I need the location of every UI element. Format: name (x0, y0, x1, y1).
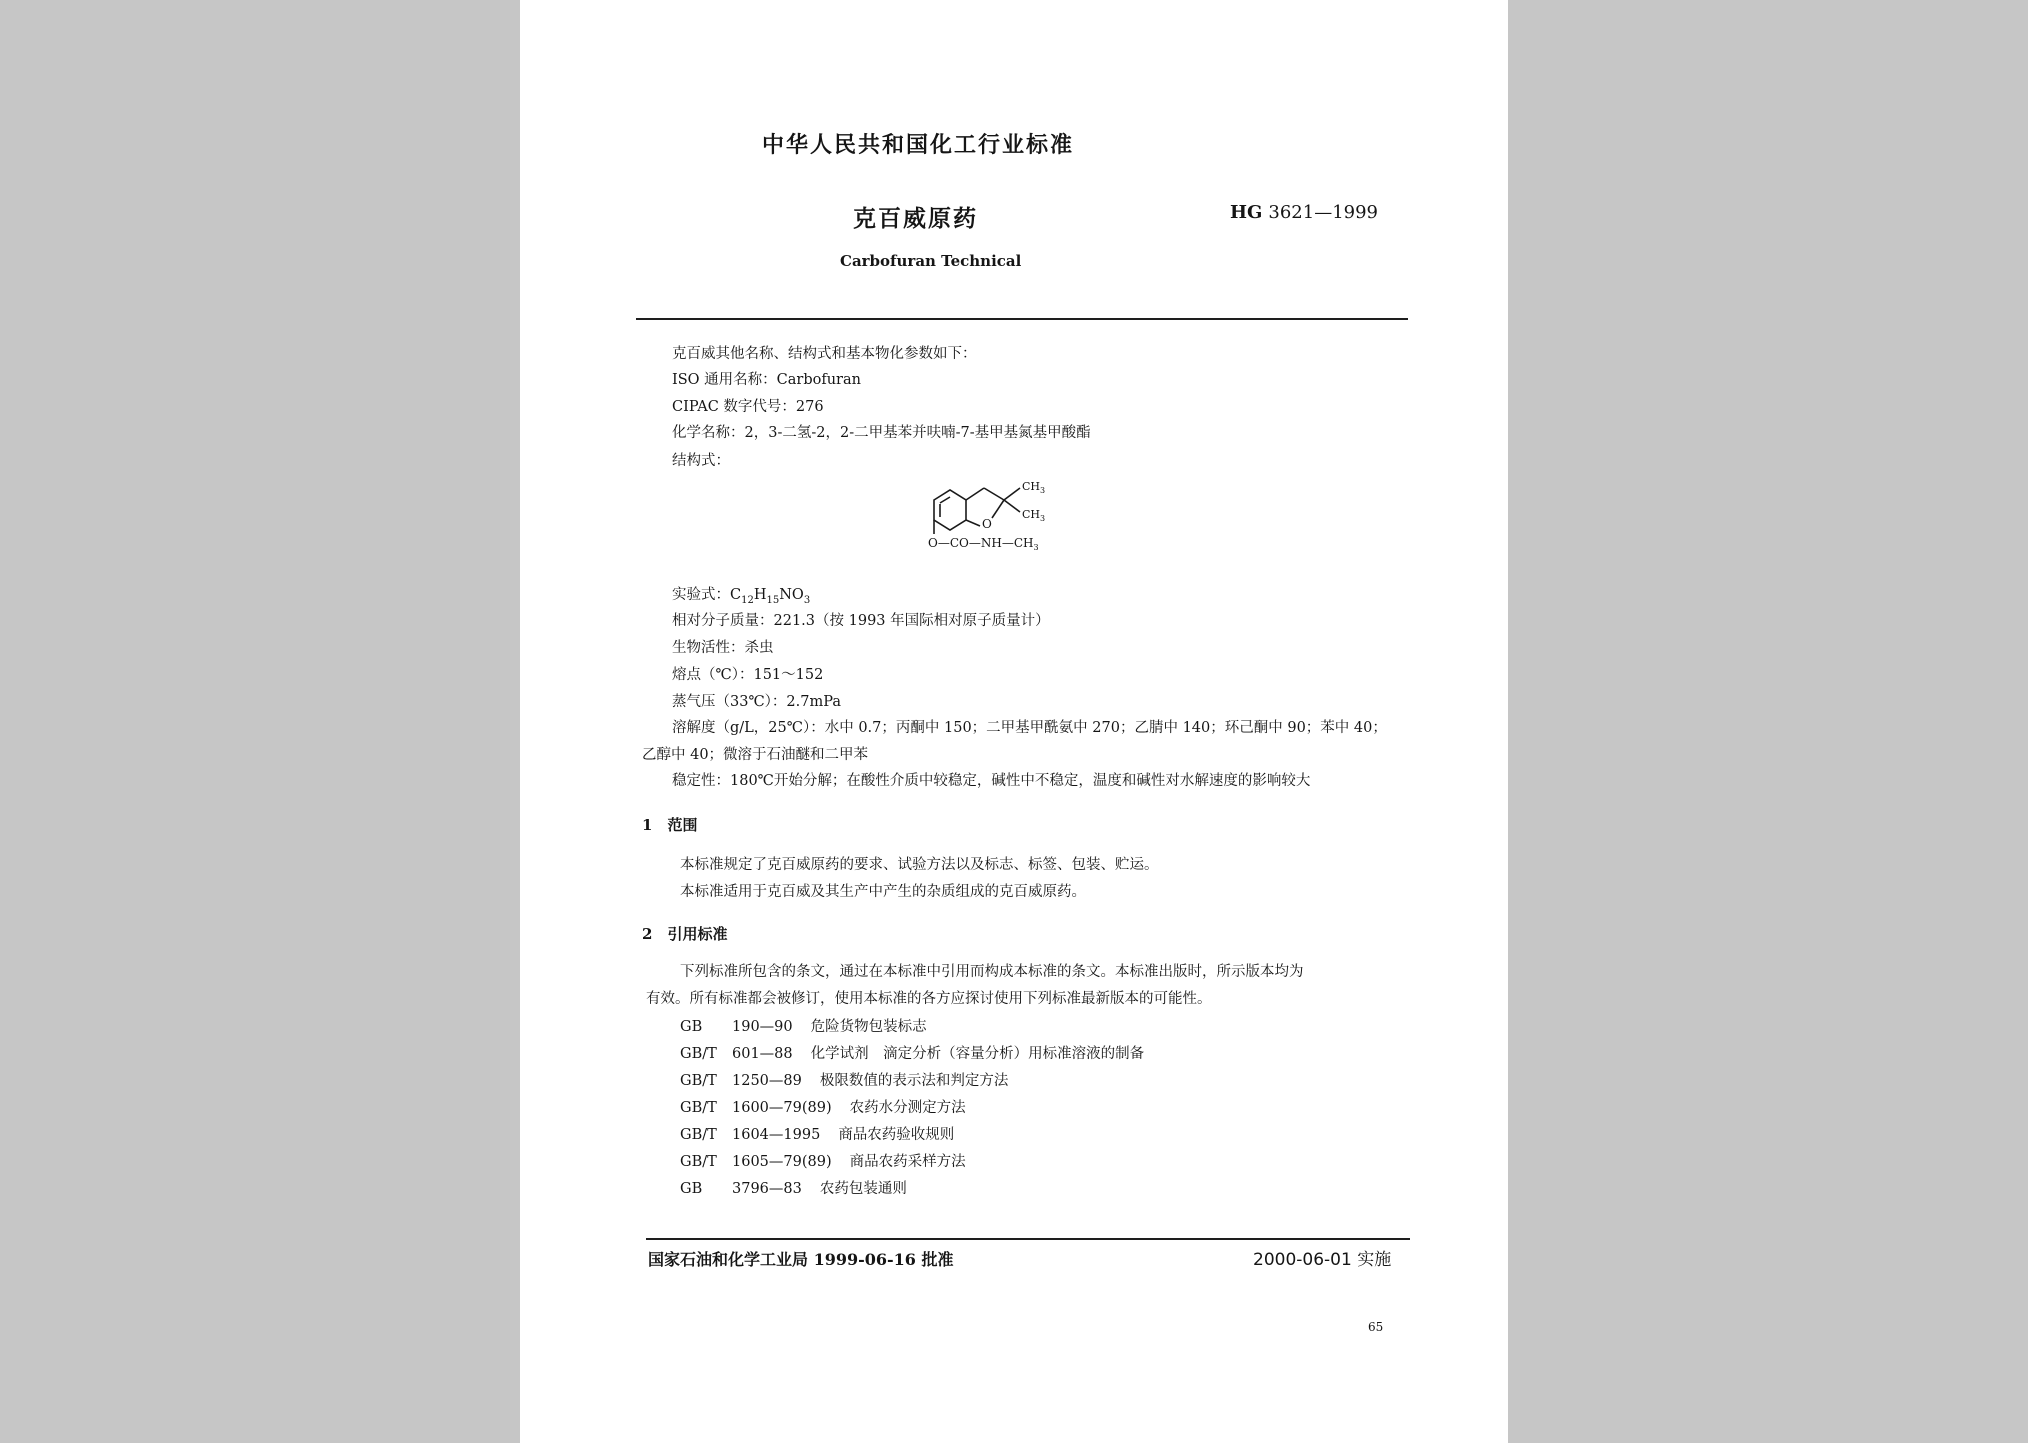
reference-title: 危险货物包装标志 (810, 1019, 927, 1035)
svg-text:CH3: $CH_3$ (1022, 480, 1046, 495)
empirical-formula: 实验式：$C_{12}H_{15}NO_3$ (672, 587, 811, 606)
standard-code (1230, 202, 1378, 223)
reference-item (680, 1150, 966, 1171)
ring-oxygen-label: O (982, 517, 992, 531)
vapor-pressure: 蒸气压（33℃）：2.7mPa (672, 694, 841, 710)
section-2-paragraph-line-1: 下列标准所包含的条文，通过在本标准中引用而构成本标准的条文。本标准出版时，所示版本均为 (680, 964, 1304, 980)
reference-prefix: GB/T (680, 1046, 717, 1062)
reference-title: 极限数值的表示法和判定方法 (819, 1073, 1009, 1089)
biological-activity: 生物活性：杀虫 (672, 640, 774, 656)
ch3-top-label: CH (1022, 480, 1041, 493)
document-page (520, 0, 1508, 1443)
intro-line: 克百威其他名称、结构式和基本物化参数如下： (672, 346, 977, 362)
solubility-line-2: 乙醇中 40；微溶于石油醚和二甲苯 (642, 747, 869, 763)
reference-number: 1250—89 (732, 1073, 802, 1089)
reference-item (680, 1177, 907, 1198)
section-2-paragraph-line-2: 有效。所有标准都会被修订，使用本标准的各方应探讨使用下列标准最新版本的可能性。 (646, 991, 1212, 1007)
reference-number: 190—90 (732, 1019, 793, 1035)
iso-name: ISO 通用名称：Carbofuran (672, 372, 861, 388)
reference-number: 1604—1995 (732, 1127, 821, 1143)
svg-text:O—CO—NH—CH3: $O—CO—NH—CH_3$ (928, 536, 1039, 552)
code-prefix: HG (1230, 202, 1263, 223)
document-title: 克百威原药 (853, 205, 978, 232)
reference-title: 商品农药验收规则 (838, 1127, 955, 1143)
effective-date: 2000-06-01 实施 (1253, 1250, 1392, 1270)
cipac-code: CIPAC 数字代号：276 (672, 399, 824, 415)
reference-prefix: GB/T (680, 1073, 717, 1089)
approval-line: 国家石油和化学工业局 1999-06-16 批准 (648, 1250, 954, 1269)
reference-title: 农药包装通则 (819, 1181, 907, 1197)
reference-item (680, 1096, 966, 1117)
section-2-heading: 2 引用标准 (642, 925, 728, 943)
structure-label: 结构式： (672, 453, 730, 469)
reference-item (680, 1015, 927, 1036)
melting-point: 熔点（℃）：151～152 (672, 667, 824, 683)
reference-prefix: GB/T (680, 1154, 717, 1170)
section-1-heading: 1 范围 (642, 816, 698, 834)
solubility-line-1: 溶解度（g/L，25℃）：水中 0.7；丙酮中 150；二甲基甲酰氨中 270；乙腈中 140；环己酮中 90；苯中 40； (672, 720, 1387, 736)
reference-number: 3796—83 (732, 1181, 802, 1197)
reference-number: 1605—79(89) (732, 1154, 832, 1170)
section-1-paragraph-1: 本标准规定了克百威原药的要求、试验方法以及标志、标签、包装、贮运。 (680, 857, 1159, 873)
section-1-paragraph-2: 本标准适用于克百威及其生产中产生的杂质组成的克百威原药。 (680, 884, 1086, 900)
reference-prefix: GB/T (680, 1127, 717, 1143)
reference-prefix: GB (680, 1019, 703, 1035)
reference-item (680, 1123, 954, 1144)
molecular-mass: 相对分子质量：221.3（按 1993 年国际相对原子质量计） (672, 613, 1050, 629)
reference-number: 1600—79(89) (732, 1100, 832, 1116)
reference-number: 601—88 (732, 1046, 793, 1062)
reference-prefix: GB (680, 1181, 703, 1197)
english-title: Carbofuran Technical (840, 252, 1022, 270)
reference-item (680, 1069, 1008, 1090)
standard-organization: 中华人民共和国化工行业标准 (762, 132, 1075, 158)
svg-text:CH3: $CH_3$ (1022, 508, 1046, 523)
carbamate-chain-label: O—CO—NH—CH (928, 536, 1034, 550)
code-number: 3621—1999 (1268, 202, 1379, 223)
structural-formula (920, 470, 1120, 570)
page-number: 65 (1368, 1320, 1384, 1334)
reference-title: 化学试剂 滴定分析（容量分析）用标准溶液的制备 (810, 1046, 1145, 1062)
header-rule (636, 318, 1408, 320)
reference-item (680, 1042, 1144, 1063)
stability: 稳定性：180℃开始分解；在酸性介质中较稳定，碱性中不稳定，温度和碱性对水解速度的影响较大 (672, 773, 1311, 789)
footer-rule (646, 1238, 1410, 1240)
reference-title: 商品农药采样方法 (849, 1154, 966, 1170)
reference-prefix: GB/T (680, 1100, 717, 1116)
reference-title: 农药水分测定方法 (849, 1100, 966, 1116)
ch3-bottom-label: CH (1022, 508, 1041, 521)
chemical-name: 化学名称：2，3-二氢-2，2-二甲基苯并呋喃-7-基甲基氮基甲酸酯 (672, 425, 1091, 441)
